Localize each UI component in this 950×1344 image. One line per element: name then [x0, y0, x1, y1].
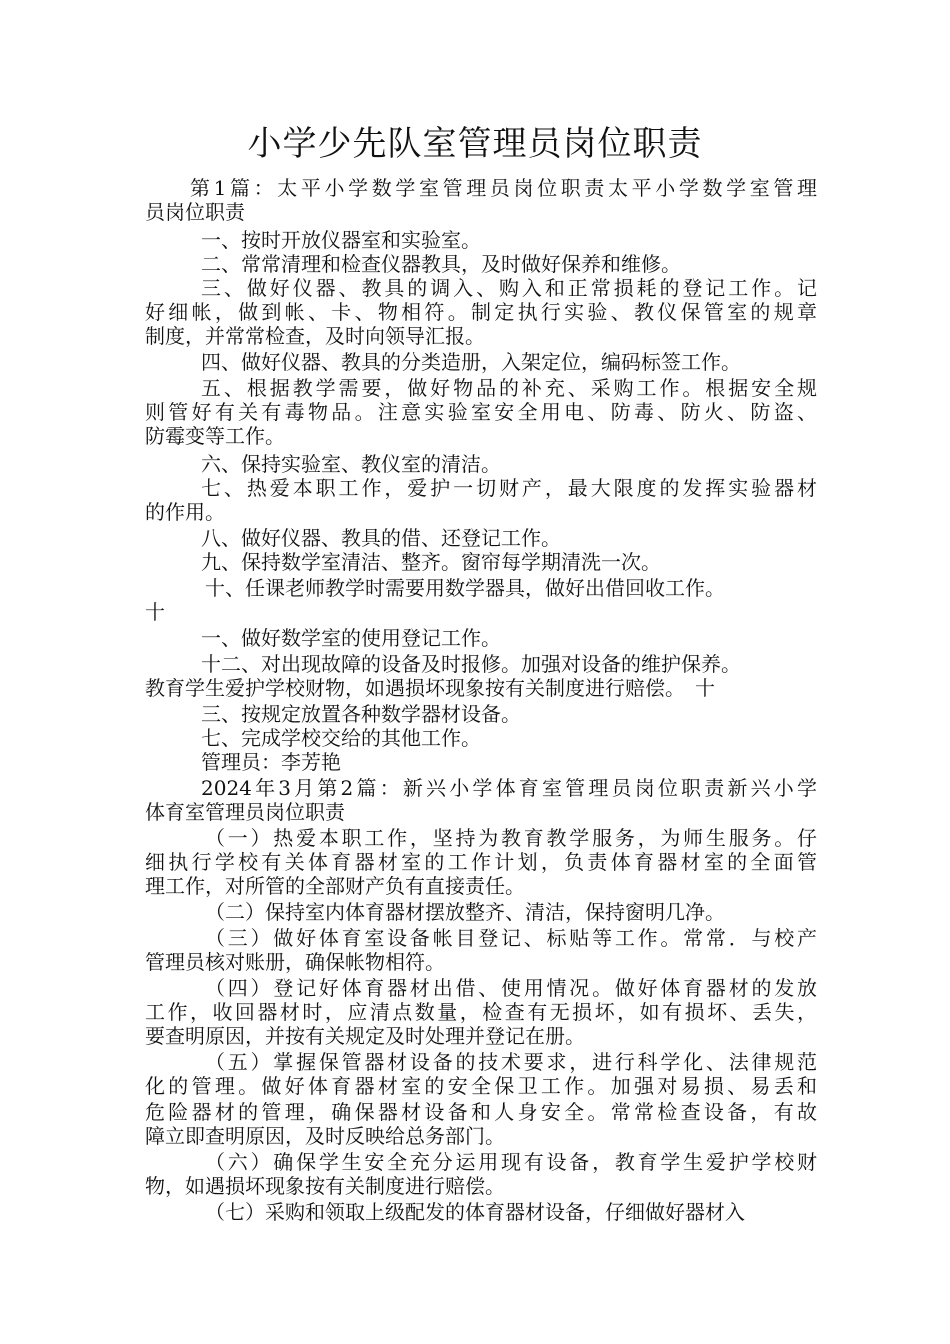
paragraph-line: 教育学生爱护学校财物，如遇损坏现象按有关制度进行赔偿。 十 [145, 676, 715, 700]
paragraph-line: 制度，并常常检查，及时向领导汇报。 [145, 324, 485, 348]
paragraph-line: 十二、对出现故障的设备及时报修。加强对设备的维护保养。 [201, 652, 741, 676]
paragraph-line: 一、按时开放仪器室和实验室。 [201, 228, 481, 252]
paragraph-line: （三）做好体育室设备帐目登记、标贴等工作。常常．与校产 [205, 926, 817, 950]
paragraph-line: （四）登记好体育器材出借、使用情况。做好体育器材的发放 [205, 976, 817, 1000]
paragraph-line: （五）掌握保管器材设备的技术要求，进行科学化、法律规范 [205, 1050, 817, 1074]
paragraph-line: 十 [145, 600, 165, 624]
paragraph-line: 要查明原因，并按有关规定及时处理并登记在册。 [145, 1024, 585, 1048]
paragraph-line: 员岗位职责 [145, 200, 245, 224]
paragraph-line: 十、任课老师教学时需要用数学器具，做好出借回收工作。 [205, 576, 725, 600]
paragraph-line: （七）采购和领取上级配发的体育器材设备，仔细做好器材入 [205, 1200, 745, 1224]
paragraph-line: 管理员核对账册，确保帐物相符。 [145, 950, 445, 974]
paragraph-line: 一、做好数学室的使用登记工作。 [201, 626, 501, 650]
paragraph-line: 七、热爱本职工作，爱护一切财产，最大限度的发挥实验器材 [201, 476, 817, 500]
paragraph-line: 八、做好仪器、教具的借、还登记工作。 [201, 526, 561, 550]
paragraph-line: 2024年3月第2篇：新兴小学体育室管理员岗位职责新兴小学 [201, 776, 817, 800]
paragraph-line: （二）保持室内体育器材摆放整齐、清洁，保持窗明几净。 [205, 900, 725, 924]
paragraph-line: 化的管理。做好体育器材室的安全保卫工作。加强对易损、易丢和 [145, 1074, 817, 1098]
paragraph-line: （一）热爱本职工作，坚持为教育教学服务，为师生服务。仔 [205, 826, 817, 850]
paragraph-line: 体育室管理员岗位职责 [145, 800, 345, 824]
paragraph-line: 理工作，对所管的全部财产负有直接责任。 [145, 874, 525, 898]
paragraph-line: 五、根据教学需要，做好物品的补充、采购工作。根据安全规 [201, 376, 817, 400]
paragraph-line: 好细帐，做到帐、卡、物相符。制定执行实验、教仪保管室的规章 [145, 300, 817, 324]
paragraph-line: 六、保持实验室、教仪室的清洁。 [201, 452, 501, 476]
paragraph-line: 物，如遇损坏现象按有关制度进行赔偿。 [145, 1174, 505, 1198]
paragraph-line: 三、按规定放置各种数学器材设备。 [201, 702, 521, 726]
paragraph-line: 七、完成学校交给的其他工作。 [201, 726, 481, 750]
paragraph-line: （六）确保学生安全充分运用现有设备，教育学生爱护学校财 [205, 1150, 817, 1174]
paragraph-line: 防霉变等工作。 [145, 424, 285, 448]
paragraph-line: 危险器材的管理，确保器材设备和人身安全。常常检查设备，有故 [145, 1100, 817, 1124]
paragraph-line: 二、常常清理和检查仪器教具，及时做好保养和维修。 [201, 252, 681, 276]
paragraph-line: 九、保持数学室清洁、整齐。窗帘每学期清洗一次。 [201, 550, 661, 574]
paragraph-line: 第1篇：太平小学数学室管理员岗位职责太平小学数学室管理 [190, 176, 817, 200]
paragraph-line: 细执行学校有关体育器材室的工作计划，负责体育器材室的全面管 [145, 850, 817, 874]
paragraph-line: 管理员：李芳艳 [201, 750, 341, 774]
paragraph-line: 则管好有关有毒物品。注意实验室安全用电、防毒、防火、防盗、 [145, 400, 817, 424]
paragraph-line: 四、做好仪器、教具的分类造册，入架定位，编码标签工作。 [201, 350, 741, 374]
document-title: 小学少先队室管理员岗位职责 [247, 124, 703, 164]
paragraph-line: 障立即查明原因，及时反映给总务部门。 [145, 1124, 505, 1148]
paragraph-line: 三、做好仪器、教具的调入、购入和正常损耗的登记工作。记 [201, 276, 817, 300]
paragraph-line: 工作，收回器材时，应清点数量，检查有无损坏，如有损坏、丢失， [145, 1000, 817, 1024]
paragraph-line: 的作用。 [145, 500, 225, 524]
